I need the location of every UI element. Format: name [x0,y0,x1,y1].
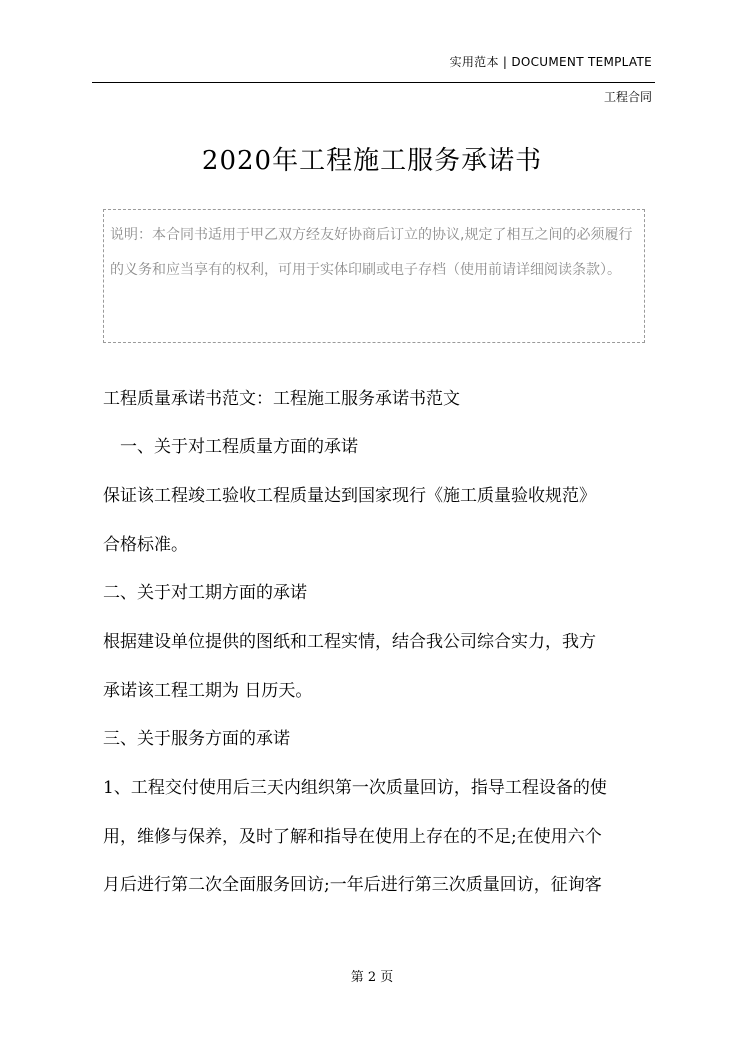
body-line-4: 合格标准。 [103,535,188,555]
body-line-7: 承诺该工程工期为 日历天。 [103,681,313,701]
body-line-6: 根据建设单位提供的图纸和工程实情，结合我公司综合实力，我方 [103,632,596,652]
header-brand: 实用范本 | DOCUMENT TEMPLATE [449,55,652,69]
body-line-2: 一、关于对工程质量方面的承诺 [120,437,358,457]
note-text: 说明：本合同书适用于甲乙双方经友好协商后订立的协议,规定了相互之间的必须履行的义务和应当享有的权利，可用于实体印刷或电子存档（使用前请详细阅读条款）。 [110,227,633,278]
body-line-1: 工程质量承诺书范文：工程施工服务承诺书范文 [103,389,460,409]
header-divider [92,82,655,83]
body-line-11: 月后进行第二次全面服务回访;一年后进行第三次质量回访，征询客 [103,875,602,895]
page-number: 第 2 页 [350,970,394,985]
body-line-5: 二、关于对工期方面的承诺 [103,583,307,603]
body-line-9: 1、工程交付使用后三天内组织第一次质量回访，指导工程设备的使 [103,778,607,798]
body-line-10: 用，维修与保养，及时了解和指导在使用上存在的不足;在使用六个 [103,827,602,847]
body-line-3: 保证该工程竣工验收工程质量达到国家现行《施工质量验收规范》 [103,486,596,506]
body-line-8: 三、关于服务方面的承诺 [103,729,290,749]
note-box [103,209,645,343]
document-title: 2020年工程施工服务承诺书 [201,146,543,176]
header-category: 工程合同 [603,90,652,104]
